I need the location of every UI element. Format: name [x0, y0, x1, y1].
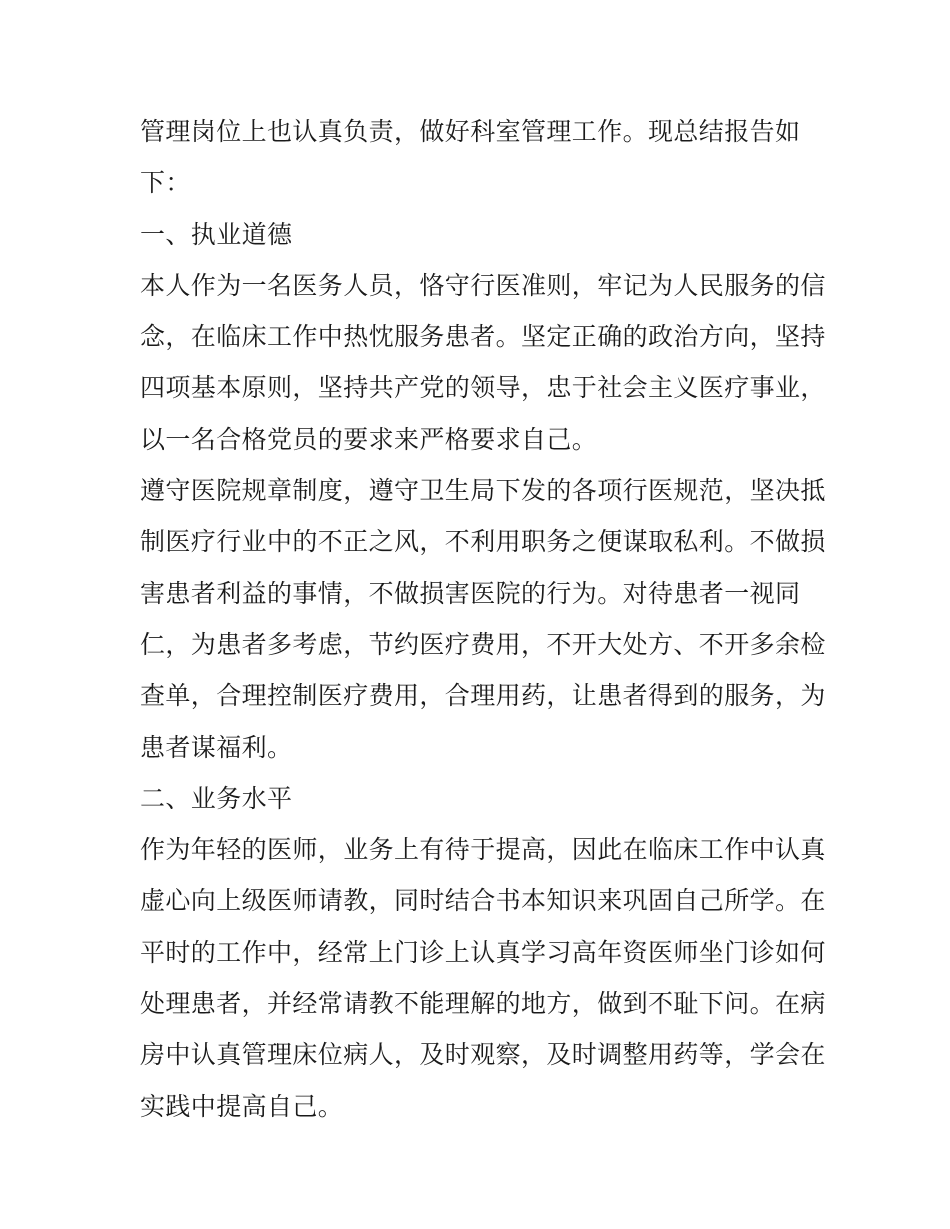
text-line: 患者谋福利。	[140, 732, 293, 762]
text-line: 害患者利益的事情，不做损害医院的行为。对待患者一视同	[140, 578, 801, 608]
section-heading: 二、业务水平	[140, 783, 293, 813]
text-line: 四项基本原则，坚持共产党的领导，忠于社会主义医疗事业，	[140, 373, 826, 403]
section-heading: 一、执业道德	[140, 219, 293, 249]
text-line: 仁，为患者多考虑，节约医疗费用，不开大处方、不开多余检	[140, 629, 826, 659]
text-line: 虚心向上级医师请教，同时结合书本知识来巩固自己所学。在	[140, 886, 826, 916]
text-line: 房中认真管理床位病人，及时观察，及时调整用药等，学会在	[140, 1040, 826, 1070]
text-line: 下：	[140, 168, 191, 198]
text-line: 以一名合格党员的要求来严格要求自己。	[140, 424, 598, 454]
text-line: 平时的工作中，经常上门诊上认真学习高年资医师坐门诊如何	[140, 937, 826, 967]
text-line: 本人作为一名医务人员，恪守行医准则，牢记为人民服务的信	[140, 270, 826, 300]
text-line: 念，在临床工作中热忱服务患者。坚定正确的政治方向，坚持	[140, 322, 826, 352]
text-line: 处理患者，并经常请教不能理解的地方，做到不耻下问。在病	[140, 989, 826, 1019]
text-line: 作为年轻的医师，业务上有待于提高，因此在临床工作中认真	[140, 835, 826, 865]
text-line: 实践中提高自己。	[140, 1091, 344, 1121]
text-line: 遵守医院规章制度，遵守卫生局下发的各项行医规范，坚决抵	[140, 476, 826, 506]
text-line: 管理岗位上也认真负责，做好科室管理工作。现总结报告如	[140, 117, 801, 146]
text-line: 查单，合理控制医疗费用，合理用药，让患者得到的服务，为	[140, 681, 826, 711]
document-body	[140, 106, 826, 1132]
text-line: 制医疗行业中的不正之风，不利用职务之便谋取私利。不做损	[140, 527, 826, 557]
